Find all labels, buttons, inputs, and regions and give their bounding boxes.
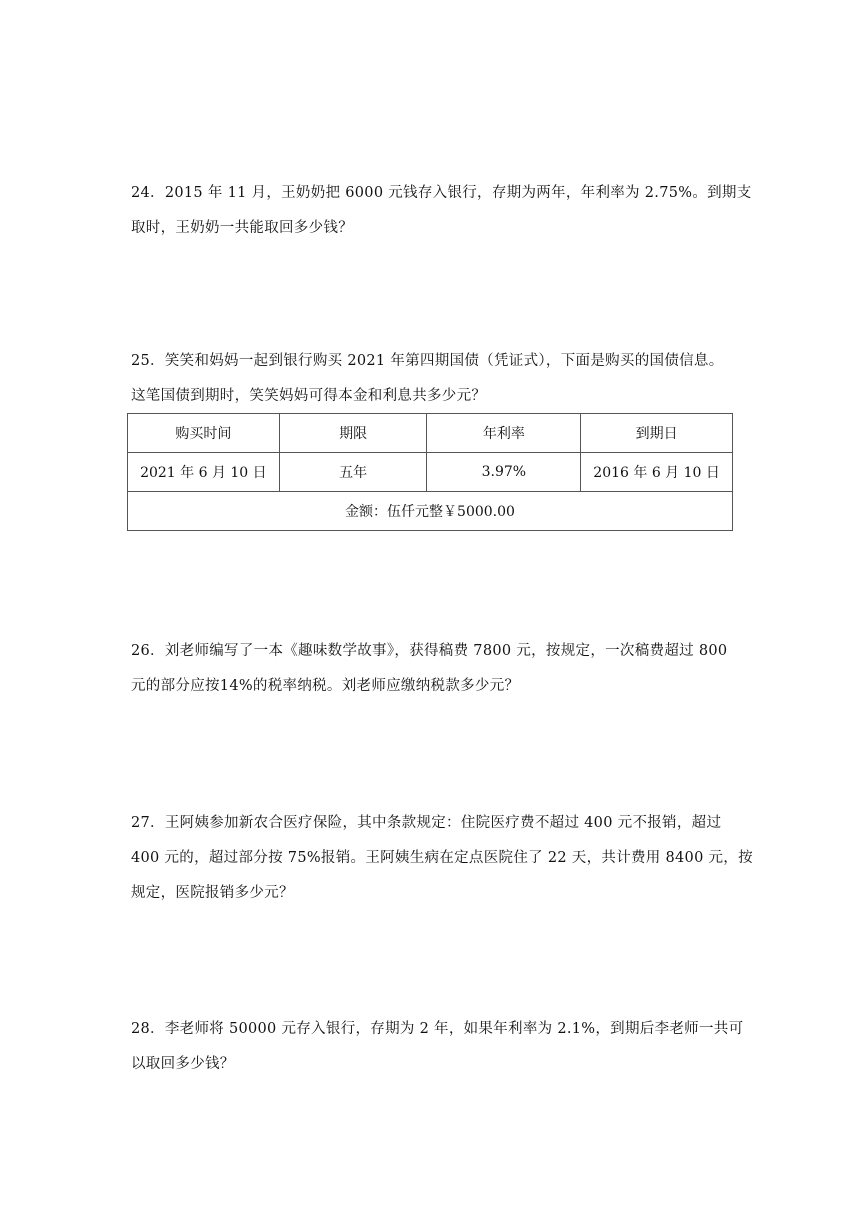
- table-footer-row: [128, 492, 733, 531]
- cell-purchase-time: 2021 年 6 月 10 日: [128, 453, 280, 492]
- question-text-line: 元的部分应按14%的税率纳税。刘老师应缴纳税款多少元？: [131, 678, 520, 694]
- header-annual-rate: 年利率: [427, 414, 581, 453]
- question-25: [131, 344, 731, 414]
- bond-info-table: [127, 413, 733, 531]
- header-purchase-time: 购买时间: [128, 414, 280, 453]
- question-text-line: 取时，王奶奶一共能取回多少钱？: [131, 220, 353, 236]
- question-text-line: 以取回多少钱？: [131, 1056, 235, 1072]
- question-27: [131, 806, 753, 911]
- question-text-line: 25．笑笑和妈妈一起到银行购买 2021 年第四期国债（凭证式），下面是购买的国债信息。: [131, 353, 724, 369]
- question-26: [131, 634, 731, 704]
- question-text-line: 这笔国债到期时，笑笑妈妈可得本金和利息共多少元？: [131, 388, 487, 404]
- cell-term: 五年: [279, 453, 427, 492]
- question-text-line: 400 元的，超过部分按 75%报销。王阿姨生病在定点医院住了 22 天，共计费用 8400 元，按: [131, 850, 753, 866]
- question-28: [131, 1012, 744, 1082]
- question-text-line: 27．王阿姨参加新农合医疗保险，其中条款规定：住院医疗费不超过 400 元不报销，超过: [131, 815, 722, 831]
- cell-maturity-date: 2016 年 6 月 10 日: [581, 453, 733, 492]
- cell-annual-rate: 3.97%: [427, 453, 581, 492]
- table-row: [128, 453, 733, 492]
- question-24: [131, 176, 752, 246]
- table-header-row: [128, 414, 733, 453]
- question-text-line: 28．李老师将 50000 元存入银行，存期为 2 年，如果年利率为 2.1%，到期后李老师一共可: [131, 1021, 744, 1037]
- header-term: 期限: [279, 414, 427, 453]
- header-maturity-date: 到期日: [581, 414, 733, 453]
- cell-amount: 金额：伍仟元整￥5000.00: [128, 492, 733, 531]
- question-text-line: 26．刘老师编写了一本《趣味数学故事》，获得稿费 7800 元，按规定，一次稿费超过 800: [131, 643, 728, 659]
- question-text-line: 规定，医院报销多少元？: [131, 885, 294, 901]
- question-text-line: 24．2015 年 11 月，王奶奶把 6000 元钱存入银行，存期为两年，年利率为 2.75%。到期支: [131, 185, 752, 201]
